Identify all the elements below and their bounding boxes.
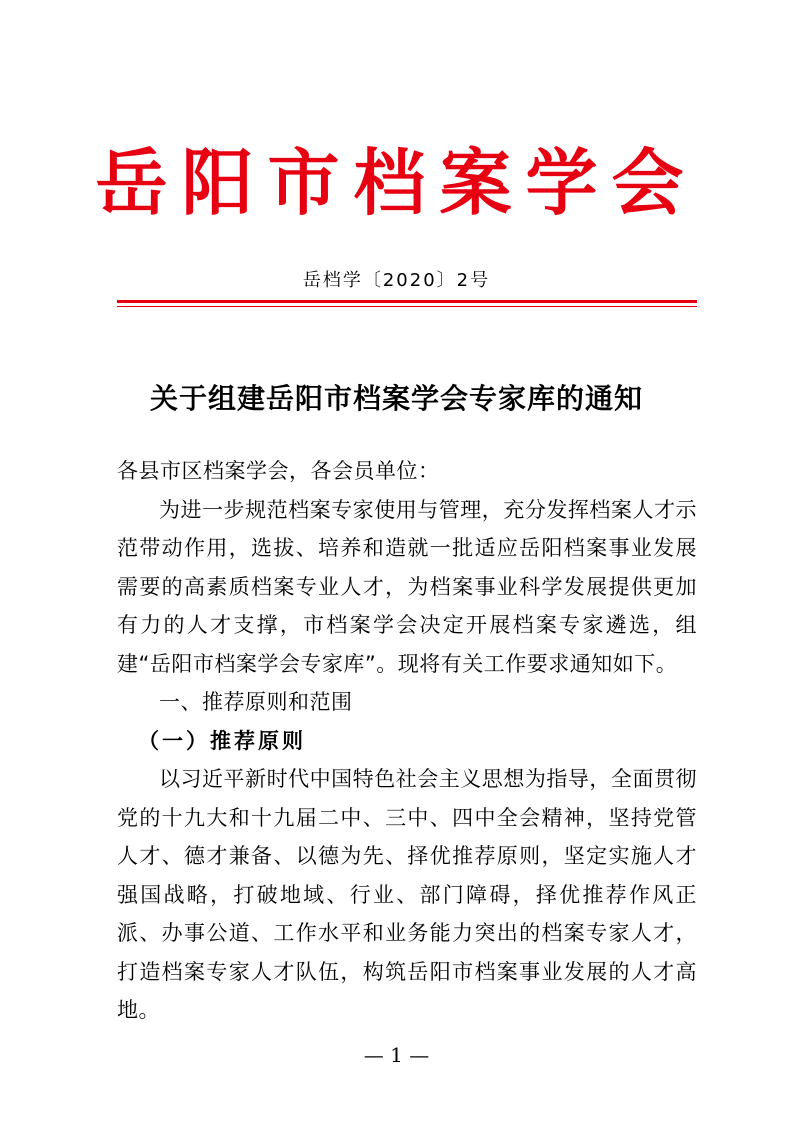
masthead-rule-thick (117, 300, 697, 303)
document-body (117, 452, 697, 1030)
document-title: 关于组建岳阳市档案学会专家库的通知 (149, 382, 643, 415)
intro-paragraph: 为进一步规范档案专家使用与管理，充分发挥档案人才示范带动作用，选拔、培养和造就一批适应岳阳档案事业发展需要的高素质档案专业人才，为档案事业科学发展提供更加有力的人才支撑，市档案学会决定开展档案专家遴选，组建“岳阳市档案学会专家库”。现将有关工作要求通知如下。 (117, 497, 697, 676)
subsection-heading: （一）推荐原则 (138, 728, 306, 753)
masthead-rule-thin (117, 306, 697, 307)
document-number: 岳档学〔2020〕2号 (302, 270, 491, 291)
salutation: 各县市区档案学会，各会员单位： (117, 459, 440, 483)
masthead-title: 岳阳市档案学会 (95, 140, 698, 225)
principles-paragraph: 以习近平新时代中国特色社会主义思想为指导，全面贯彻党的十九大和十九届二中、三中、四中全会精神，坚持党管人才、德才兼备、以德为先、择优推荐原则，坚定实施人才强国战略，打破地域、行业、部门障碍，择优推荐作风正派、办事公道、工作水平和业务能力突出的档案专家人才，打造档案专家人才队伍，构筑岳阳市档案事业发展的人才高地。 (117, 767, 697, 1022)
page-number: — 1 — (363, 1043, 430, 1067)
section-heading: 一、推荐原则和范围 (159, 690, 353, 714)
